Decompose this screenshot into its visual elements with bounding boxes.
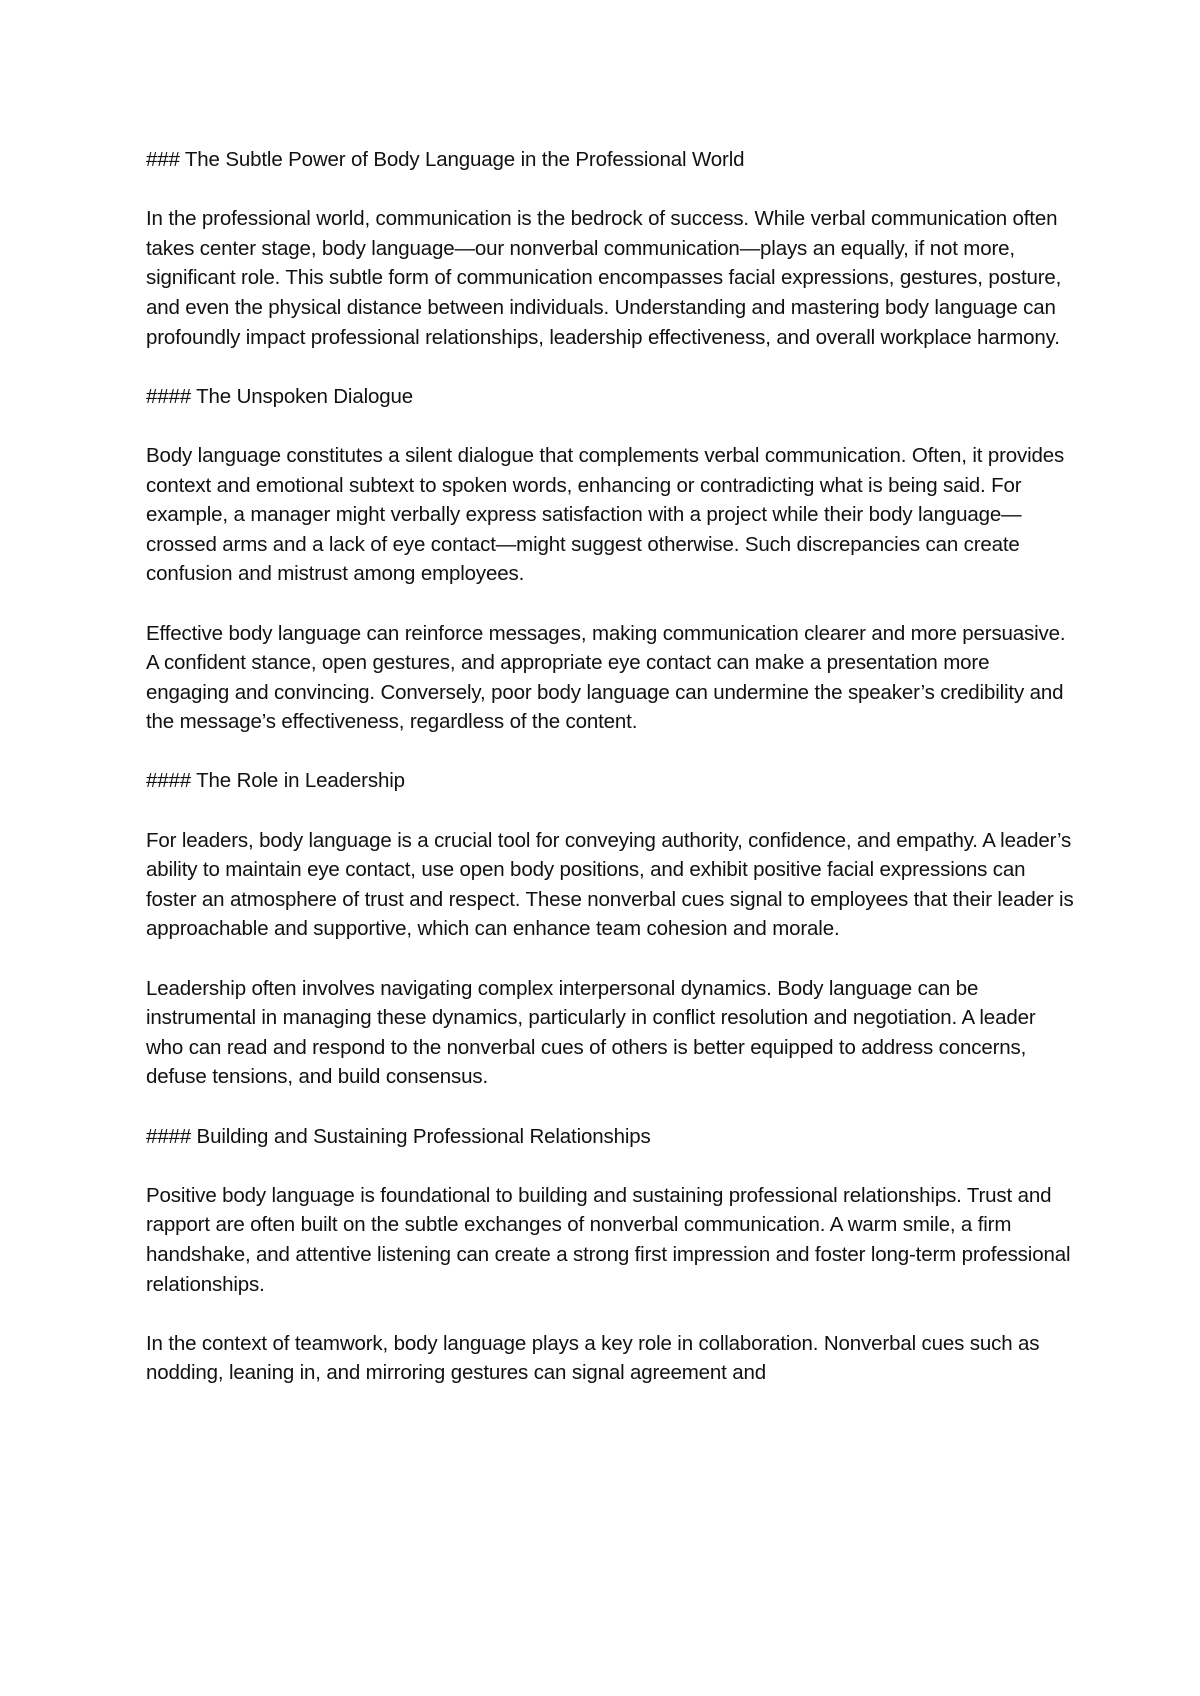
section-heading-building-relationships: #### Building and Sustaining Professional Relationships bbox=[146, 1124, 651, 1148]
paragraph: In the context of teamwork, body language plays a key role in collaboration. Nonverbal cues such as nodding, leaning in, and mirroring gestures can signal agreement and bbox=[146, 1331, 1040, 1385]
section-heading-role-in-leadership: #### The Role in Leadership bbox=[146, 769, 405, 793]
paragraph: Body language constitutes a silent dialogue that complements verbal communication. Often, it provides context and emotional subtext to spoken words, enhancing or contradicting what is being said. For example, a manager might verbally express satisfaction with a project while their body language—crossed arms and a lack of eye contact—might suggest otherwise. Such discrepancies can create confusion and mistrust among employees. bbox=[146, 443, 1065, 586]
paragraph: Positive body language is foundational to building and sustaining professional relationships. Trust and rapport are often built on the subtle exchanges of nonverbal communication. A warm smile, a firm handshake, and attentive listening can create a strong first impression and foster long-term professional relationships. bbox=[146, 1183, 1071, 1296]
paragraph: Effective body language can reinforce messages, making communication clearer and more persuasive. A confident stance, open gestures, and appropriate eye contact can make a presentation more engaging and convincing. Conversely, poor body language can undermine the speaker’s credibility and the message’s effectiveness, regardless of the content. bbox=[146, 621, 1066, 734]
paragraph: Leadership often involves navigating complex interpersonal dynamics. Body language can be instrumental in managing these dynamics, particularly in conflict resolution and negotiation. A leader who can read and respond to the nonverbal cues of others is better equipped to address concerns, defuse tensions, and build consensus. bbox=[146, 976, 1036, 1089]
section-heading-unspoken-dialogue: #### The Unspoken Dialogue bbox=[146, 384, 413, 408]
document-title: ### The Subtle Power of Body Language in the Professional World bbox=[146, 148, 745, 171]
intro-paragraph: In the professional world, communication is the bedrock of success. While verbal communication often takes center stage, body language—our nonverbal communication—plays an equally, if not more, significant role. This subtle form of communication encompasses facial expressions, gestures, posture, and even the physical distance between individuals. Understanding and mastering body language can profoundly impact professional relationships, leadership effectiveness, and overall workplace harmony. bbox=[146, 207, 1062, 349]
document-body bbox=[146, 145, 1076, 1418]
paragraph: For leaders, body language is a crucial tool for conveying authority, confidence, and empathy. A leader’s ability to maintain eye contact, use open body positions, and exhibit positive facial expressions can foster an atmosphere of trust and respect. These nonverbal cues signal to employees that their leader is approachable and supportive, which can enhance team cohesion and morale. bbox=[146, 828, 1074, 941]
